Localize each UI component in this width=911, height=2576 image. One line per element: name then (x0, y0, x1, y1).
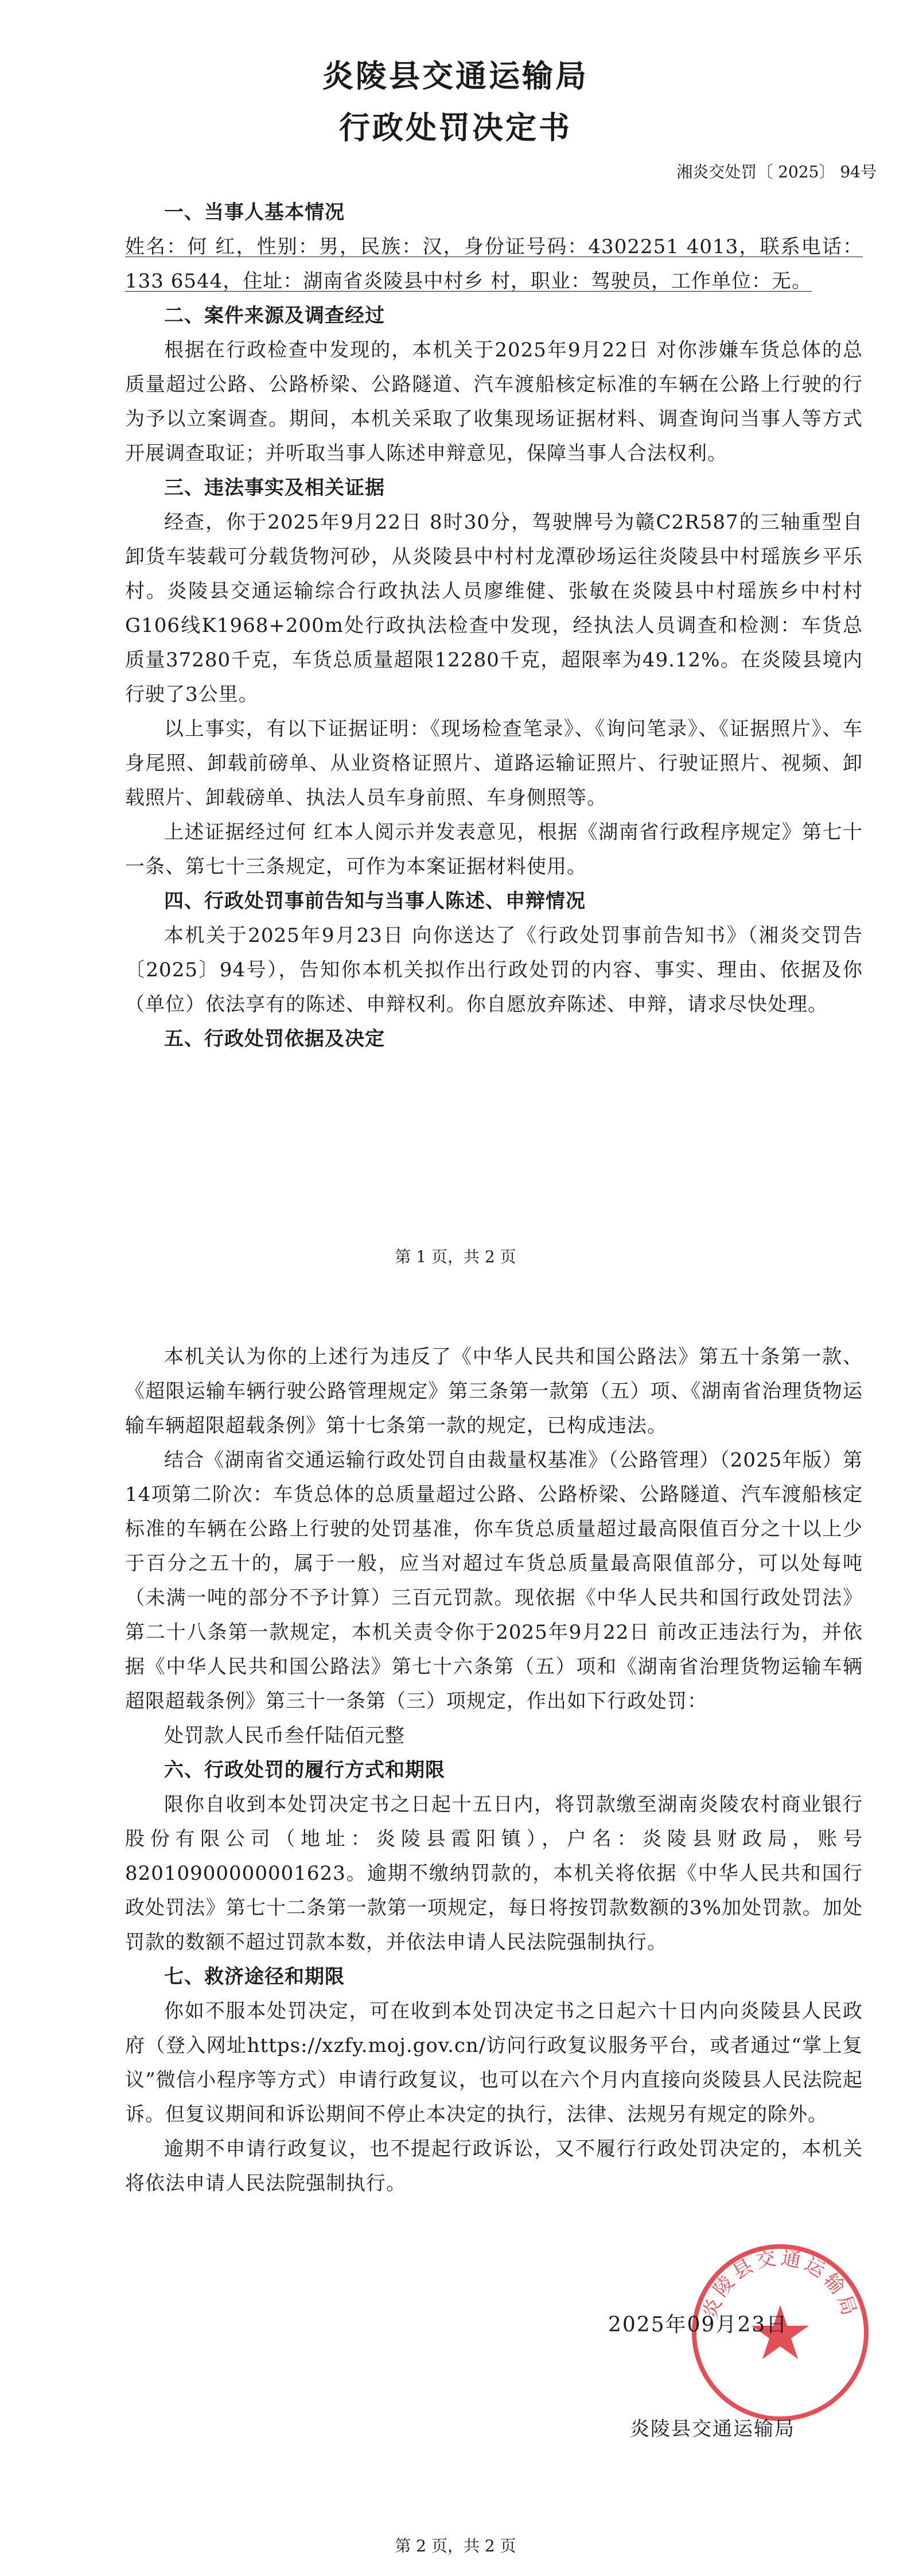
section-6-text: 限你自收到本处罚决定书之日起十五日内，将罚款缴至湖南炎陵农村商业银行股份有限公司（地址：炎陵县霞阳镇），户名：炎陵县财政局，账号82010900000001623。逾期不缴纳罚款的，本机关将依据《中华人民共和国行政处罚法》第七十二条第一款第一项规定，每日将按罚款数额的3%加处罚款。加处罚款的数额不超过罚款本数，并依法申请人民法院强制执行。 (125, 1793, 863, 1954)
section-3-paragraph-1: 经查，你于2025年9月22日 8时30分，驾驶牌号为赣C2R587的三轴重型自卸货车装载可分载货物河砂，从炎陵县中村村龙潭砂场运往炎陵县中村瑶族乡平乐村。炎陵县交通运输综合行政执法人员廖维健、张敏在炎陵县中村瑶族乡中村村G106线K1968+200m处行政执法检查中发现，经执法人员调查和检测：车货总质量37280千克，车货总质量超限12280千克，超限率为49.12%。在炎陵县境内行驶了3公里。 (125, 511, 863, 706)
section-7-paragraph-2: 逾期不申请行政复议，也不提起行政诉讼，又不履行行政处罚决定的，本机关将依法申请人民法院强制执行。 (125, 2137, 863, 2195)
document-title-line1: 炎陵县交通运输局 (322, 58, 589, 94)
page1-body (125, 195, 863, 1056)
seal-text: 炎陵县交通运输局 (698, 2246, 862, 2322)
section-3-paragraph-2: 以上事实，有以下证据证明：《现场检查笔录》、《询问笔录》、《证据照片》、车身尾照、卸载前磅单、从业资格证照片、道路运输证照片、行驶证照片、视频、卸载照片、卸载磅单、执法人员车身前照、车身侧照等。 (125, 717, 863, 809)
page-footer-2: 第 2 页，共 2 页 (395, 2536, 516, 2555)
section-2-heading: 二、案件来源及调查经过 (164, 304, 385, 327)
section-4-text: 本机关于2025年9月23日 向你送达了《行政处罚事前告知书》（湘炎交罚告〔2025〕94号），告知你本机关拟作出行政处罚的内容、事实、理由、依据及你（单位）依法享有的陈述、申辩权利。你自愿放弃陈述、申辩，请求尽快处理。 (125, 924, 863, 1016)
section-1-heading: 一、当事人基本情况 (164, 201, 345, 224)
section-1-text: 姓名：何 红，性别：男，民族：汉，身份证号码：4302251 4013，联系电话：133 6544，住址：湖南省炎陵县中村乡 村，职业：驾驶员，工作单位：无。 (125, 235, 863, 293)
section-2-text: 根据在行政检查中发现的，本机关于2025年9月22日 对你涉嫌车货总体的总质量超过公路、公路桥梁、公路隧道、汽车渡船核定标准的车辆在公路上行驶的行为予以立案调查。期间，本机关采取了收集现场证据材料、调查询问当事人等方式开展调查取证；并听取当事人陈述申辩意见，保障当事人合法权利。 (125, 339, 863, 465)
page-2 (0, 1288, 911, 2576)
document-title-line2: 行政处罚决定书 (339, 110, 572, 146)
penalty-amount: 处罚款人民币叁仟陆佰元整 (164, 1724, 405, 1747)
section-6-heading: 六、行政处罚的履行方式和期限 (164, 1759, 445, 1782)
page-footer-1: 第 1 页，共 2 页 (395, 1247, 516, 1266)
section-5-paragraph-2: 结合《湖南省交通运输行政处罚自由裁量权基准》（公路管理）（2025年版）第14项第二阶次：车货总体的总质量超过公路、公路桥梁、公路隧道、汽车渡船核定标准的车辆在公路上行驶的处罚基准，你车货总质量超过最高限值百分之十以上少于百分之五十的，属于一般，应当对超过车货总质量最高限值部分，可以处每吨（未满一吨的部分不予计算）三百元罚款。现依据《中华人民共和国行政处罚法》第二十八条第一款规定，本机关责令你于2025年9月22日 前改正违法行为，并依据《中华人民共和国公路法》第七十六条第（五）项和《湖南省治理货物运输车辆超限超载条例》第三十一条第（三）项规定，作出如下行政处罚： (125, 1449, 863, 1713)
signature-organization: 炎陵县交通运输局 (630, 2418, 795, 2441)
section-7-heading: 七、救济途径和期限 (164, 1965, 345, 1988)
signature-date: 2025年09月23日 (608, 2313, 788, 2337)
document-number: 湘炎交处罚〔 2025〕 94号 (676, 162, 877, 181)
section-3-heading: 三、违法事实及相关证据 (164, 476, 385, 499)
section-5-paragraph-1: 本机关认为你的上述行为违反了《中华人民共和国公路法》第五十条第一款、《超限运输车辆行驶公路管理规定》第三条第一款第（五）项、《湖南省治理货物运输车辆超限超载条例》第十七条第一款的规定，已构成违法。 (125, 1345, 863, 1437)
page2-body (125, 1340, 863, 2201)
section-5-heading: 五、行政处罚依据及决定 (164, 1027, 385, 1050)
section-3-paragraph-3: 上述证据经过何 红本人阅示并发表意见，根据《湖南省行政程序规定》第七十一条、第七十三条规定，可作为本案证据材料使用。 (125, 821, 863, 878)
section-7-paragraph-1: 你如不服本处罚决定，可在收到本处罚决定书之日起六十日内向炎陵县人民政府（登入网址https://xzfy.moj.gov.cn/访问行政复议服务平台，或者通过“掌上复议”微信小程序等方式）申请行政复议，也可以在六个月内直接向炎陵县人民法院起诉。但复议期间和诉讼期间不停止本决定的执行，法律、法规另有规定的除外。 (125, 2000, 863, 2126)
section-4-heading: 四、行政处罚事前告知与当事人陈述、申辩情况 (164, 890, 586, 913)
